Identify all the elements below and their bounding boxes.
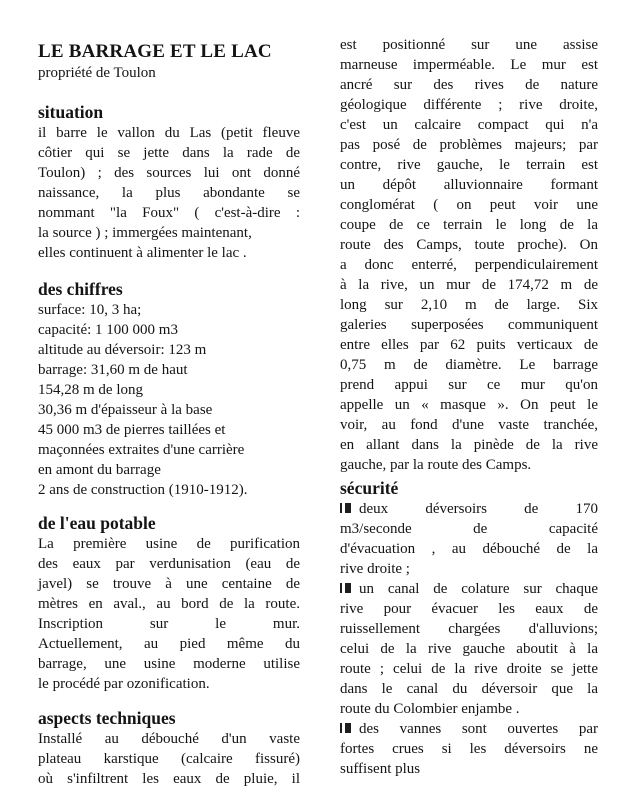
paragraph-line: côtier qui se jette dans la rade de <box>38 145 300 161</box>
paragraph-line: un dépôt alluvionnaire formant <box>340 177 598 193</box>
paragraph-line: nommant "la Foux" ( c'est-à-dire : <box>38 205 300 221</box>
list-item <box>340 500 598 518</box>
figure-line: 154,28 m de long <box>38 382 143 398</box>
paragraph-line: voir, au fond d'une vaste tranchée, <box>340 417 598 433</box>
paragraph-line: a donc enterré, perpendiculairement <box>340 257 598 273</box>
paragraph-line: le procédé par ozonification. <box>38 676 210 692</box>
paragraph-line: barrage, une usine moderne utilise <box>38 656 300 672</box>
figure-line: maçonnées extraites d'une carrière <box>38 442 245 458</box>
paragraph-line: la source ) ; immergées maintenant, <box>38 225 252 241</box>
list-item-line: route du Colombier enjambe . <box>340 701 520 717</box>
list-item-line: rive pour évacuer les eaux de <box>340 601 598 617</box>
page-subtitle: propriété de Toulon <box>38 65 156 81</box>
paragraph-line: galeries superposées communiquent <box>340 317 598 333</box>
paragraph-line: Toulon) ; des sources lui ont donné <box>38 165 300 181</box>
paragraph-line: ancré sur des rives de nature <box>340 77 598 93</box>
paragraph-line: il barre le vallon du Las (petit fleuve <box>38 125 300 141</box>
paragraph-line: appelle un « masque ». On peut le <box>340 397 598 413</box>
list-item-line: ruissellement chargées d'alluvions; <box>340 621 598 637</box>
list-item-line: celui de la rive gauche aboutit à la <box>340 641 598 657</box>
paragraph-line: contre, rive gauche, le terrain est <box>340 157 598 173</box>
paragraph-line: est positionné sur une assise <box>340 37 598 53</box>
heading-aspects-techniques: aspects techniques <box>38 708 176 728</box>
paragraph-line: mètres en aval., au bord de la route. <box>38 596 300 612</box>
paragraph-line: c'est un calcaire compact qui n'a <box>340 117 598 133</box>
list-item-line: rive droite ; <box>340 561 410 577</box>
list-item-line: d'évacuation , au débouché de la <box>340 541 598 557</box>
list-item-line: suffisent plus <box>340 761 421 777</box>
list-item-line: route ; celui de la rive droite se jette <box>340 661 598 677</box>
paragraph-line: javel) se trouve à une centaine de <box>38 576 300 592</box>
page-title: LE BARRAGE ET LE LAC <box>38 41 272 62</box>
bullet-icon <box>340 503 351 513</box>
figure-line: altitude au déversoir: 123 m <box>38 342 207 358</box>
paragraph-line: où s'infiltrent les eaux de pluie, il <box>38 771 300 787</box>
paragraph-line: plateau karstique (calcaire fissuré) <box>38 751 300 767</box>
figure-line: 30,36 m d'épaisseur à la base <box>38 402 213 418</box>
paragraph-line: géologique différente ; rive droite, <box>340 97 598 113</box>
bullet-icon <box>340 723 351 733</box>
paragraph-line: La première usine de purification <box>38 536 300 552</box>
figure-line: 45 000 m3 de pierres taillées et <box>38 422 226 438</box>
paragraph-line: elles continuent à alimenter le lac . <box>38 245 247 261</box>
list-item-line: dans le canal du déversoir que la <box>340 681 598 697</box>
paragraph-line: coupe de ce terrain le long de la <box>340 217 598 233</box>
figure-line: capacité: 1 100 000 m3 <box>38 322 178 338</box>
heading-situation: situation <box>38 102 104 122</box>
list-item-text: un canal de colature sur chaque <box>359 581 598 597</box>
bullet-icon <box>340 583 351 593</box>
paragraph-line: Inscription sur le mur. <box>38 616 300 632</box>
paragraph-line: Installé au débouché d'un vaste <box>38 731 300 747</box>
heading-eau-potable: de l'eau potable <box>38 513 156 533</box>
paragraph-line: conglomérat ( on peut voir une <box>340 197 598 213</box>
paragraph-line: en allant dans la pinède de la rive <box>340 437 598 453</box>
paragraph-line: des eaux par verdunisation (eau de <box>38 556 300 572</box>
figure-line: surface: 10, 3 ha; <box>38 302 142 318</box>
paragraph-line: route des Camps, toute proche). On <box>340 237 598 253</box>
paragraph-line: gauche, par la route des Camps. <box>340 457 532 473</box>
heading-securite: sécurité <box>340 478 399 498</box>
list-item-line: fortes crues si les déversoirs ne <box>340 741 598 757</box>
paragraph-line: long sur 2,10 m de large. Six <box>340 297 598 313</box>
figure-line: 2 ans de construction (1910-1912). <box>38 482 248 498</box>
paragraph-line: Actuellement, au pied même du <box>38 636 300 652</box>
list-item-text: deux déversoirs de 170 <box>359 501 598 517</box>
figure-line: barrage: 31,60 m de haut <box>38 362 188 378</box>
list-item-text: des vannes sont ouvertes par <box>359 721 598 737</box>
paragraph-line: marneuse imperméable. Le mur est <box>340 57 598 73</box>
paragraph-line: pas posé de problèmes majeurs; par <box>340 137 598 153</box>
paragraph-line: entre elles par 62 puits verticaux de <box>340 337 598 353</box>
list-item-line: m3/seconde de capacité <box>340 521 598 537</box>
paragraph-line: naissance, la plus abondante se <box>38 185 300 201</box>
paragraph-line: 0,75 m de diamètre. Le barrage <box>340 357 598 373</box>
list-item <box>340 580 598 598</box>
heading-chiffres: des chiffres <box>38 279 123 299</box>
list-item <box>340 720 598 738</box>
paragraph-line: prend appui sur ce mur qu'on <box>340 377 598 393</box>
figure-line: en amont du barrage <box>38 462 161 478</box>
paragraph-line: à la rive, un mur de 174,72 m de <box>340 277 598 293</box>
